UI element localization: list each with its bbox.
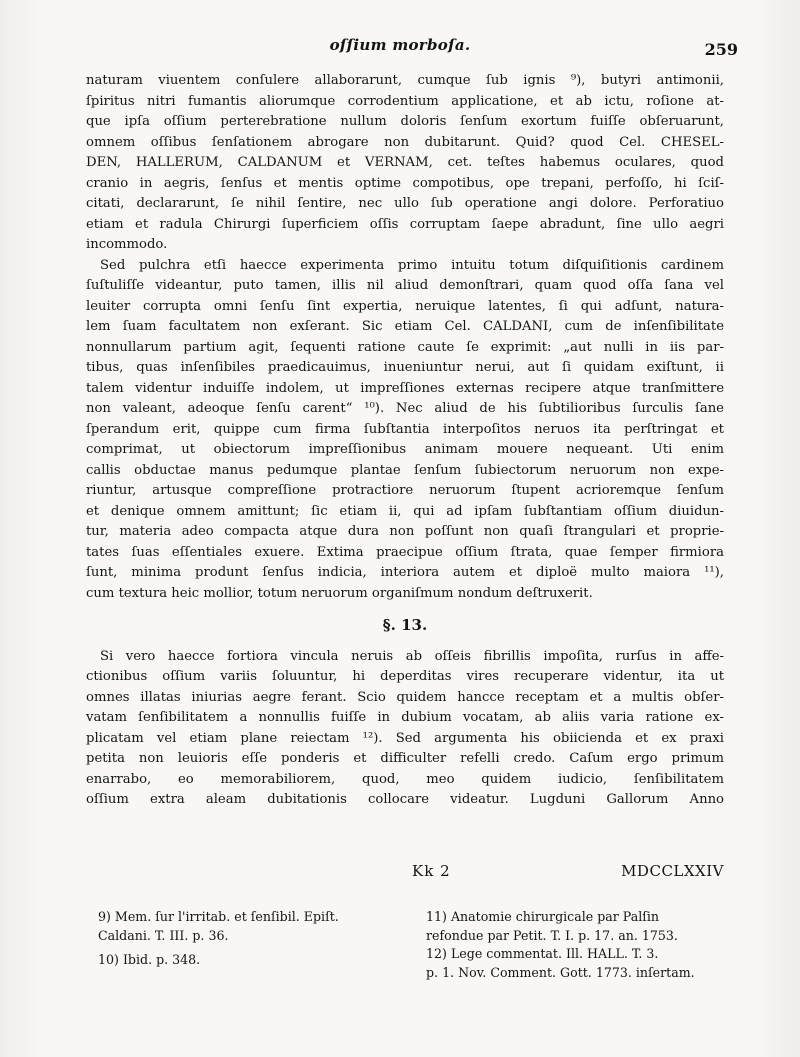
text-line: tibus, quas inſenſibiles praedicauimus, inueniuntur nerui, aut ſi quidam exiſtunt, ii <box>86 360 724 375</box>
footnote-11-line-2: refondue par Petit. T. I. p. 17. an. 1753. <box>426 927 678 943</box>
page-header <box>0 34 800 60</box>
text-line: callis obductae manus pedumque plantae ſenſum ſubiectorum neruorum non expe- <box>86 462 724 478</box>
text-line: incommodo. <box>86 237 168 252</box>
signature-line <box>86 862 724 882</box>
text-line: omnem oſſibus ſenſationem abrogare non dubitarunt. Quid? quod Cel. CHESEL- <box>86 134 724 150</box>
text-line: nonnullarum partium agit, ſequenti ratione caute ſe exprimit: „aut nulli in iis par- <box>86 339 724 355</box>
signature-mark: Kk 2 <box>412 862 451 880</box>
footnote-9-line-1: 9) Mem. ſur l'irritab. et ſenſibil. Epiſt. <box>98 909 339 924</box>
footnote-column-left <box>98 908 398 970</box>
text-line: omnes illatas iniurias aegre ferant. Scio quidem hancce receptam et a multis obſer- <box>86 689 724 705</box>
text-line: vatam ſenſibilitatem a nonnullis fuiſſe in dubium vocatam, ab aliis varia ratione ex- <box>86 710 724 725</box>
section-heading: §. 13. <box>382 616 428 634</box>
text-line: ſunt, minima produnt ſenſus indicia, interiora autem et diploë multo maiora ¹¹), <box>86 565 724 580</box>
text-line: Si vero haecce fortiora vincula neruis ab oſſeis fibrillis impoſita, rurſus in affe- <box>100 648 724 664</box>
running-title: oſſium morboſa. <box>329 36 471 54</box>
main-text <box>86 71 724 811</box>
footnote-9-line-2: Caldani. T. III. p. 36. <box>98 927 229 943</box>
footnote-10: 10) Ibid. p. 348. <box>98 952 201 967</box>
text-line: et denique omnem amittunt; ſic etiam ii, qui ad ipſam ſubſtantiam oſſium diuidun- <box>86 503 724 519</box>
text-line: etiam et radula Chirurgi ſuperficiem oſſis corruptam ſaepe abradunt, ſine ullo aegri <box>86 216 724 232</box>
text-line: Sed pulchra etſi haecce experimenta primo intuitu totum diſquiſitionis cardinem <box>100 257 724 273</box>
footnote-12-line-2: p. 1. Nov. Comment. Gott. 1773. inſertam. <box>426 964 695 980</box>
text-line: cranio in aegris, ſenſus et mentis optime compotibus, ope trepani, perfoſſo, hi ſciſ- <box>86 175 724 191</box>
text-line: comprimat, ut obiectorum impreſſionibus animam mouere nequeant. Uti enim <box>86 442 724 457</box>
text-line: leuiter corrupta omni ſenſu ſint expertia, neruique latentes, ſi qui adſunt, natura- <box>86 298 724 314</box>
footnote-12-line-1: 12) Lege commentat. Ill. HALL. T. 3. <box>426 946 659 961</box>
text-line: tates ſuas eſſentiales exuere. Extima praecipue oſſium ſtrata, quae ſemper firmiora <box>86 544 724 560</box>
text-line: ſpiritus nitri fumantis aliorumque corrodentium applicatione, et ab ictu, roſione at- <box>86 93 724 109</box>
text-line: citati, declararunt, ſe nihil ſentire, nec ullo ſub operatione angi dolore. Perforatiuo <box>86 196 724 211</box>
footnote-column-right <box>426 908 726 982</box>
text-line: ctionibus oſſium variis ſoluuntur, hi deperditas vires recuperare videntur, ita ut <box>86 669 724 684</box>
text-line: ſuſtuliſſe videantur, puto tamen, illis nil aliud demonſtrari, quam quod oſſa ſana vel <box>86 278 724 293</box>
page-number: 259 <box>704 40 738 59</box>
text-line: enarrabo, eo memorabiliorem, quod, meo quidem iudicio, ſenſibilitatem <box>86 771 724 787</box>
text-line: talem videntur induiſſe indolem, ut impreſſiones externas recipere atque tranſmittere <box>86 380 724 396</box>
text-line: cum textura heic mollior, totum neruorum organiſmum nondum deſtruxerit. <box>86 585 593 601</box>
text-line: ſperandum erit, quippe cum firma ſubſtantia interpoſitos neruos ita perſtringat et <box>86 421 724 437</box>
text-line: plicatam vel etiam plane reiectam ¹²). Sed argumenta his obiicienda et ex praxi <box>86 730 724 746</box>
text-line: DEN, HALLERUM, CALDANUM et VERNAM, cet. teſtes habemus oculares, quod <box>86 155 724 170</box>
catchword: MDCCLXXIV <box>621 862 724 880</box>
text-line: que ipſa oſſium perterebratione nullum doloris ſenſum exortum fuiſſe obſeruarunt, <box>86 114 724 129</box>
text-line: naturam viuentem conſulere allaborarunt, cumque ſub ignis ⁹), butyri antimonii, <box>86 73 724 88</box>
text-line: riuntur, artusque compreſſione protractiore neruorum ſtupent acrioremque ſenſum <box>86 483 724 498</box>
text-line: tur, materia adeo compacta atque dura non poſſunt non quaſi ſtrangulari et proprie- <box>86 524 724 539</box>
text-line: non valeant, adeoque ſenſu carent“ ¹⁰). Nec aliud de his ſubtilioribus ſurculis ſane <box>86 401 724 416</box>
footnote-11-line-1: 11) Anatomie chirurgicale par Palſin <box>426 909 660 924</box>
text-line: oſſium extra aleam dubitationis collocare videatur. Lugduni Gallorum Anno <box>86 792 724 807</box>
text-line: lem ſuam facultatem non exſerant. Sic etiam Cel. CALDANI, cum de inſenſibilitate <box>86 319 724 334</box>
text-line: petita non leuioris eſſe ponderis et difficulter refelli credo. Caſum ergo primum <box>86 751 724 766</box>
